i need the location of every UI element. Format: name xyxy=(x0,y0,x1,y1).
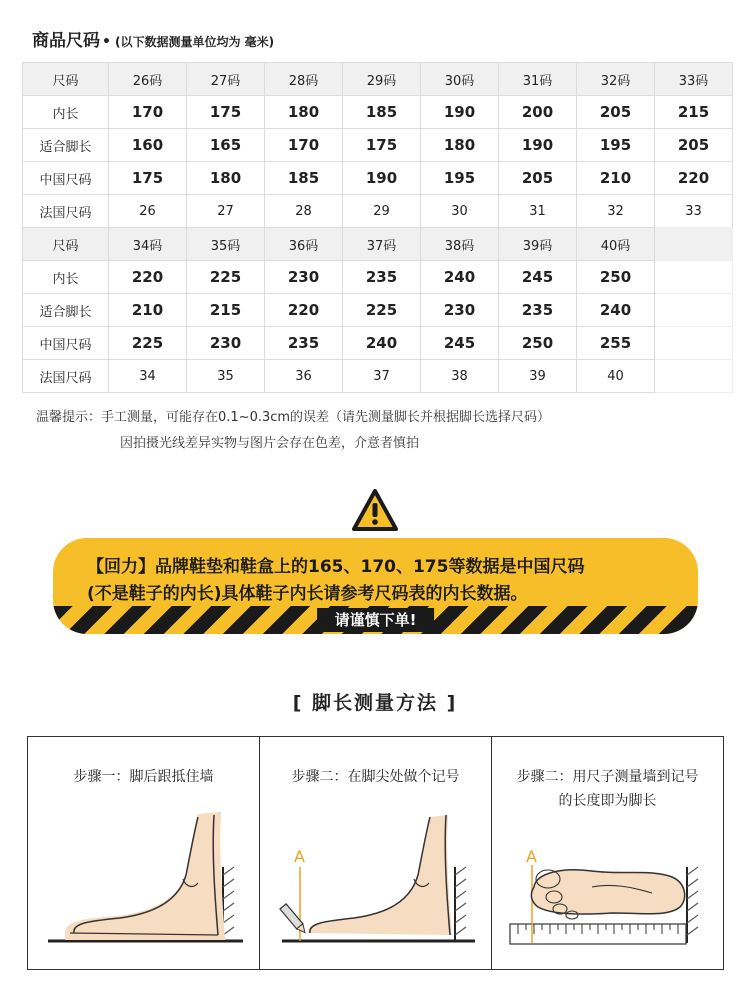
table-cell: 230 xyxy=(187,327,265,360)
row-label: 内长 xyxy=(23,96,109,129)
step-3-panel xyxy=(492,737,723,969)
table-cell: 165 xyxy=(187,129,265,162)
tip-line-2: 因拍摄光线差异实物与图片会存在色差，介意者慎拍 xyxy=(120,436,420,451)
header-cell: 37码 xyxy=(343,228,421,261)
table-cell: 240 xyxy=(577,294,655,327)
table-row xyxy=(23,195,733,228)
header-cell: 29码 xyxy=(343,63,421,96)
table-cell: 185 xyxy=(265,162,343,195)
warning-banner xyxy=(53,538,698,634)
table-cell: 205 xyxy=(577,96,655,129)
table-cell: 225 xyxy=(343,294,421,327)
table-cell: 220 xyxy=(109,261,187,294)
table-cell: 245 xyxy=(499,261,577,294)
step-3-caption-line-2: 的长度即为脚长 xyxy=(558,793,657,809)
header-cell: 26码 xyxy=(109,63,187,96)
header-cell: 34码 xyxy=(109,228,187,261)
table-cell: 220 xyxy=(655,162,733,195)
table-cell: 235 xyxy=(265,327,343,360)
table-cell: 39 xyxy=(499,360,577,393)
table-cell: 210 xyxy=(577,162,655,195)
empty-cell xyxy=(655,327,733,360)
step-3-caption-line-1: 步骤二：用尺子测量墙到记号 xyxy=(516,769,699,785)
table-cell: 35 xyxy=(187,360,265,393)
row-label: 适合脚长 xyxy=(23,294,109,327)
table-cell: 190 xyxy=(343,162,421,195)
table-cell: 175 xyxy=(187,96,265,129)
header-cell: 30码 xyxy=(421,63,499,96)
mark-a-label: A xyxy=(526,847,537,866)
header-cell: 27码 xyxy=(187,63,265,96)
table-cell: 170 xyxy=(109,96,187,129)
table-row xyxy=(23,261,733,294)
table-cell: 180 xyxy=(421,129,499,162)
header-cell: 31码 xyxy=(499,63,577,96)
table-cell: 230 xyxy=(265,261,343,294)
table-cell: 210 xyxy=(109,294,187,327)
header-cell: 28码 xyxy=(265,63,343,96)
row-label: 中国尺码 xyxy=(23,327,109,360)
empty-cell xyxy=(655,228,733,261)
table-cell: 235 xyxy=(499,294,577,327)
header-cell: 尺码 xyxy=(23,63,109,96)
header-cell: 38码 xyxy=(421,228,499,261)
table-row xyxy=(23,129,733,162)
header-cell: 35码 xyxy=(187,228,265,261)
table-cell: 28 xyxy=(265,195,343,228)
step-1-panel xyxy=(28,737,260,969)
table-cell: 185 xyxy=(343,96,421,129)
header-subtitle: (以下数据测量单位均为 毫米) xyxy=(114,35,275,49)
table-cell: 31 xyxy=(499,195,577,228)
table-cell: 215 xyxy=(187,294,265,327)
page-header xyxy=(32,26,274,51)
table-cell: 29 xyxy=(343,195,421,228)
warning-line-2: (不是鞋子的内长)具体鞋子内长请参考尺码表的内长数据。 xyxy=(87,584,528,604)
table-cell: 160 xyxy=(109,129,187,162)
table-cell: 190 xyxy=(499,129,577,162)
table-cell: 240 xyxy=(421,261,499,294)
table-cell: 235 xyxy=(343,261,421,294)
header-dot: • xyxy=(102,34,111,50)
table-row xyxy=(23,327,733,360)
table-row xyxy=(23,360,733,393)
table-cell: 38 xyxy=(421,360,499,393)
method-panels xyxy=(27,736,724,970)
step-1-caption: 步骤一：脚后跟抵住墙 xyxy=(73,769,214,785)
table-cell: 255 xyxy=(577,327,655,360)
header-title: 商品尺码 xyxy=(32,31,100,51)
table-cell: 36 xyxy=(265,360,343,393)
table-cell: 250 xyxy=(577,261,655,294)
header-cell: 32码 xyxy=(577,63,655,96)
table-cell: 205 xyxy=(655,129,733,162)
table-row xyxy=(23,294,733,327)
table-header-row xyxy=(23,63,733,96)
table-header-row xyxy=(23,228,733,261)
table-cell: 26 xyxy=(109,195,187,228)
table-cell: 180 xyxy=(265,96,343,129)
table-cell: 40 xyxy=(577,360,655,393)
table-cell: 180 xyxy=(187,162,265,195)
header-cell: 39码 xyxy=(499,228,577,261)
empty-cell xyxy=(655,261,733,294)
row-label: 法国尺码 xyxy=(23,195,109,228)
table-cell: 27 xyxy=(187,195,265,228)
warning-line-1: 【回力】品牌鞋垫和鞋盒上的165、170、175等数据是中国尺码 xyxy=(87,557,585,577)
table-row xyxy=(23,162,733,195)
table-cell: 30 xyxy=(421,195,499,228)
mark-a-label: A xyxy=(294,847,305,866)
tip-line-1: 温馨提示：手工测量，可能存在0.1~0.3cm的误差（请先测量脚长并根据脚长选择尺码） xyxy=(36,410,551,425)
table-cell: 195 xyxy=(421,162,499,195)
table-cell: 175 xyxy=(343,129,421,162)
warning-label: 请谨慎下单! xyxy=(317,608,435,632)
pencil-icon xyxy=(280,904,308,935)
row-label: 内长 xyxy=(23,261,109,294)
method-title: [ 脚长测量方法 ] xyxy=(292,692,458,714)
table-row xyxy=(23,96,733,129)
header-cell: 36码 xyxy=(265,228,343,261)
size-table-1 xyxy=(22,62,733,228)
table-cell: 200 xyxy=(499,96,577,129)
size-table-2 xyxy=(22,227,733,393)
table-cell: 220 xyxy=(265,294,343,327)
header-cell: 40码 xyxy=(577,228,655,261)
table-cell: 205 xyxy=(499,162,577,195)
step-2-panel xyxy=(260,737,492,969)
empty-cell xyxy=(655,294,733,327)
table-cell: 230 xyxy=(421,294,499,327)
table-cell: 225 xyxy=(109,327,187,360)
table-cell: 32 xyxy=(577,195,655,228)
header-cell: 33码 xyxy=(655,63,733,96)
foot-against-wall-illustration xyxy=(28,737,260,971)
header-cell: 尺码 xyxy=(23,228,109,261)
table-cell: 215 xyxy=(655,96,733,129)
table-cell: 245 xyxy=(421,327,499,360)
table-cell: 33 xyxy=(655,195,733,228)
step-2-caption: 步骤二：在脚尖处做个记号 xyxy=(291,769,460,785)
table-cell: 250 xyxy=(499,327,577,360)
table-cell: 240 xyxy=(343,327,421,360)
table-cell: 34 xyxy=(109,360,187,393)
warning-triangle-icon xyxy=(352,489,398,531)
tip-note xyxy=(36,405,550,457)
row-label: 适合脚长 xyxy=(23,129,109,162)
table-cell: 175 xyxy=(109,162,187,195)
empty-cell xyxy=(655,360,733,393)
row-label: 中国尺码 xyxy=(23,162,109,195)
table-cell: 37 xyxy=(343,360,421,393)
table-cell: 190 xyxy=(421,96,499,129)
table-cell: 195 xyxy=(577,129,655,162)
table-cell: 225 xyxy=(187,261,265,294)
row-label: 法国尺码 xyxy=(23,360,109,393)
table-cell: 170 xyxy=(265,129,343,162)
